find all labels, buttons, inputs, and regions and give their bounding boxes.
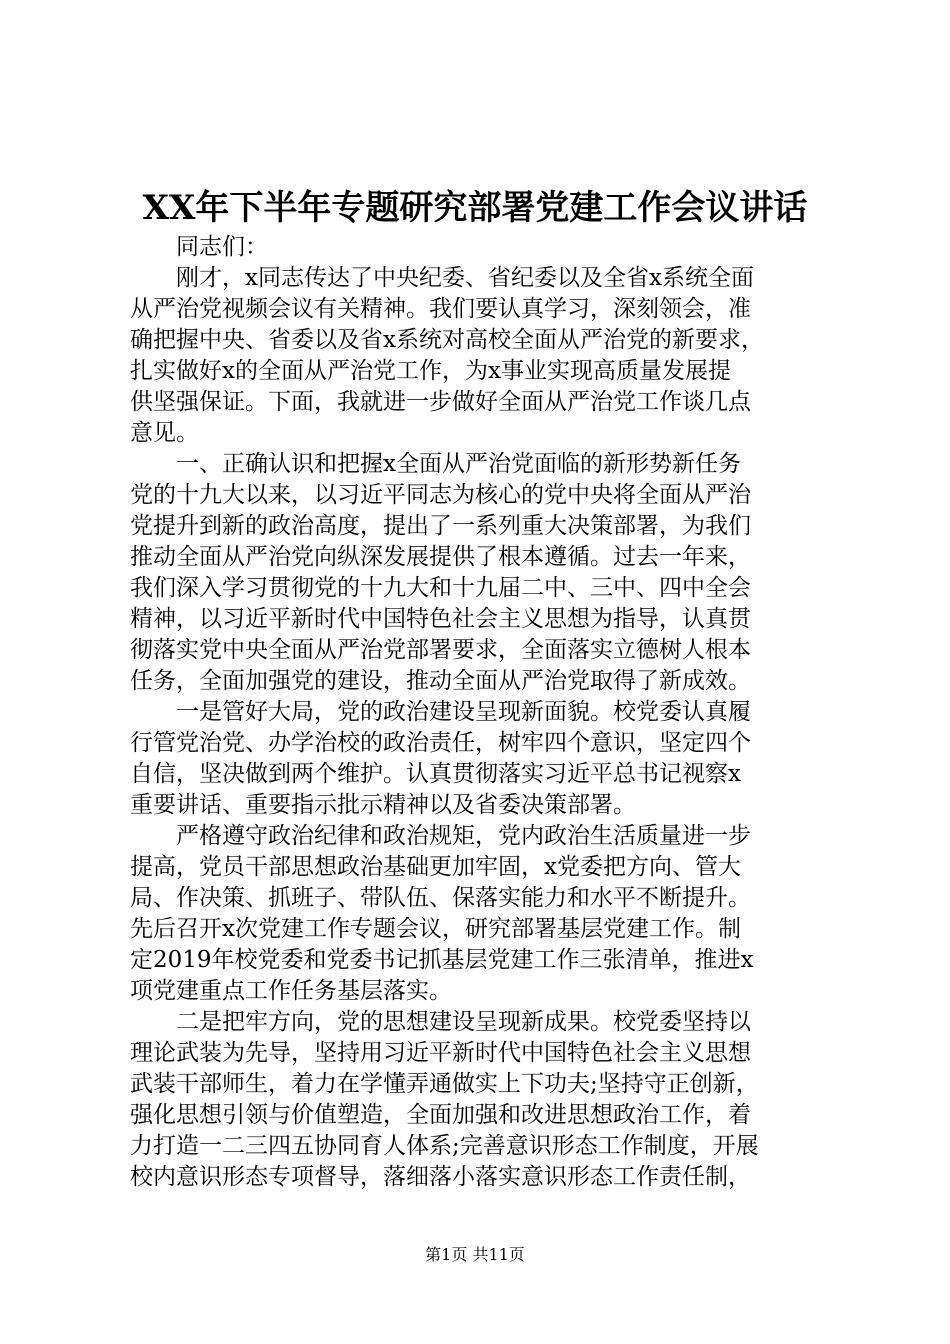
paragraph	[130, 821, 830, 1007]
paragraph-line: 我们深入学习贯彻党的十九大和十九届二中、三中、四中全会	[130, 575, 751, 601]
paragraph-line: 党提升到新的政治高度，提出了一系列重大决策部署，为我们	[130, 513, 751, 539]
paragraph-line: 严格遵守政治纪律和政治规矩，党内政治生活质量进一步	[176, 823, 751, 849]
paragraph-line: 刚才，x同志传达了中央纪委、省纪委以及全省x系统全面	[176, 265, 754, 291]
paragraph-line: 党的十九大以来，以习近平同志为核心的党中央将全面从严治	[130, 482, 751, 508]
paragraph-line: 先后召开x次党建工作专题会议，研究部署基层党建工作。制	[130, 916, 741, 942]
paragraph-line: 项党建重点工作任务基层落实。	[130, 978, 452, 1004]
paragraph-line: 供坚强保证。下面，我就进一步做好全面从严治党工作谈几点	[130, 389, 751, 415]
paragraph-line: 校内意识形态专项督导，落细落小落实意识形态工作责任制，	[130, 1164, 751, 1190]
paragraph-line: 二是把牢方向，党的思想建设呈现新成果。校党委坚持以	[176, 1009, 751, 1035]
paragraph-line: 一、正确认识和把握x全面从严治党面临的新形势新任务	[176, 451, 741, 477]
page-footer: 第1页 共11页	[425, 1245, 525, 1264]
paragraph-line: 重要讲话、重要指示批示精神以及省委决策部署。	[130, 792, 636, 818]
paragraph-line: 确把握中央、省委以及省x系统对高校全面从严治党的新要求，	[130, 327, 764, 353]
paragraph-line: 推动全面从严治党向纵深发展提供了根本遵循。过去一年来，	[130, 544, 751, 570]
paragraph-line: 局、作决策、抓班子、带队伍、保落实能力和水平不断提升。	[130, 885, 751, 911]
paragraph-line: 精神，以习近平新时代中国特色社会主义思想为指导，认真贯	[130, 606, 751, 632]
paragraph	[130, 263, 830, 449]
paragraph-line: 意见。	[130, 420, 199, 446]
document-title: XX年下半年专题研究部署党建工作会议讲话	[142, 188, 808, 228]
paragraph	[130, 449, 830, 697]
greeting: 同志们：	[176, 234, 268, 260]
paragraph-line: 扎实做好x的全面从严治党工作，为x事业实现高质量发展提	[130, 358, 731, 384]
paragraph-line: 彻落实党中央全面从严治党部署要求，全面落实立德树人根本	[130, 637, 751, 663]
paragraph-line: 一是管好大局，党的政治建设呈现新面貌。校党委认真履	[176, 699, 751, 725]
paragraph-line: 自信，坚决做到两个维护。认真贯彻落实习近平总书记视察x	[130, 761, 741, 787]
paragraph	[130, 697, 830, 821]
paragraph-line: 强化思想引领与价值塑造，全面加强和改进思想政治工作，着	[130, 1102, 751, 1128]
paragraph	[130, 1007, 830, 1193]
paragraph-line: 理论武装为先导，坚持用习近平新时代中国特色社会主义思想	[130, 1040, 751, 1066]
paragraph-line: 武装干部师生，着力在学懂弄通做实上下功夫;坚持守正创新，	[130, 1071, 759, 1097]
paragraph-list	[130, 263, 830, 1193]
paragraph-line: 行管党治党、办学治校的政治责任，树牢四个意识，坚定四个	[130, 730, 751, 756]
document-body	[130, 232, 830, 1193]
paragraph-line: 提高，党员干部思想政治基础更加牢固，x党委把方向、管大	[130, 854, 741, 880]
paragraph-line: 从严治党视频会议有关精神。我们要认真学习，深刻领会，准	[130, 296, 751, 322]
paragraph-line: 任务，全面加强党的建设，推动全面从严治党取得了新成效。	[130, 668, 751, 694]
paragraph-line: 定2019年校党委和党委书记抓基层党建工作三张清单，推进x	[130, 947, 754, 973]
paragraph-line: 力打造一二三四五协同育人体系;完善意识形态工作制度，开展	[130, 1133, 759, 1159]
